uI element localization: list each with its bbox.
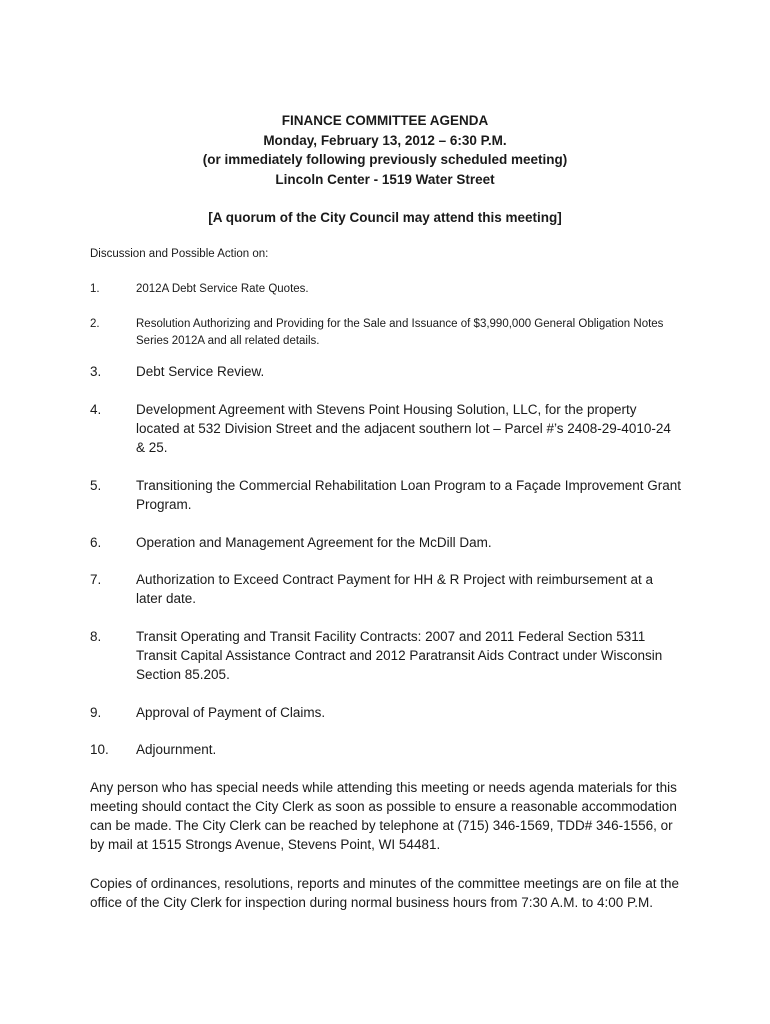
agenda-header	[0, 111, 770, 189]
item-number: 6.	[90, 535, 102, 550]
item-number: 3.	[90, 364, 102, 379]
item-text: Transitioning the Commercial Rehabilitation Loan Program to a Façade Improvement Grant Program.	[136, 478, 682, 512]
item-text: Adjournment.	[136, 742, 217, 757]
item-text: Development Agreement with Stevens Point Housing Solution, LLC, for the property located at 532 Division Street and the adjacent southern lot – Parcel #’s 2408-29-4010-24 & 25.	[136, 402, 671, 455]
item-text: Approval of Payment of Claims.	[136, 705, 326, 720]
item-number: 7.	[90, 572, 102, 587]
copies-notice-paragraph: Copies of ordinances, resolutions, reports and minutes of the committee meetings are on file at the office of the City Clerk for inspection during normal business hours from 7:30 A.M. to 4:00 P.M.	[90, 876, 680, 910]
item-number: 9.	[90, 705, 102, 720]
meeting-note: (or immediately following previously scheduled meeting)	[202, 152, 568, 167]
item-text: Transit Operating and Transit Facility Contracts: 2007 and 2011 Federal Section 5311 Transit Capital Assistance Contract and 2012 Paratransit Aids Contract under Wisconsin Section 85.205.	[136, 629, 663, 682]
special-needs-paragraph: Any person who has special needs while attending this meeting or needs agenda materials for this meeting should contact the City Clerk as soon as possible to ensure a reasonable accommodation can be made. The City Clerk can be reached by telephone at (715) 346-1569, TDD# 346-1556, or by mail at 1515 Strongs Avenue, Stevens Point, WI 54481.	[90, 780, 677, 852]
meeting-location: Lincoln Center - 1519 Water Street	[275, 171, 495, 187]
item-number: 8.	[90, 629, 102, 644]
item-text: Authorization to Exceed Contract Payment for HH & R Project with reimbursement at a later date.	[136, 572, 653, 606]
item-text: Operation and Management Agreement for the McDill Dam.	[136, 535, 492, 550]
item-text: Resolution Authorizing and Providing for the Sale and Issuance of $3,990,000 General Obligation Notes Series 2012A and all related details.	[136, 318, 664, 347]
item-text: Debt Service Review.	[136, 364, 265, 379]
item-number: 1.	[90, 283, 100, 295]
agenda-title: FINANCE COMMITTEE AGENDA	[281, 113, 489, 128]
item-text: 2012A Debt Service Rate Quotes.	[136, 283, 309, 295]
item-number: 10.	[90, 742, 109, 757]
intro-text: Discussion and Possible Action on:	[90, 248, 269, 260]
item-number: 4.	[90, 402, 102, 417]
item-number: 2.	[90, 318, 100, 330]
quorum-notice: [A quorum of the City Council may attend this meeting]	[208, 210, 562, 225]
meeting-date: Monday, February 13, 2012 – 6:30 P.M.	[263, 132, 507, 148]
item-number: 5.	[90, 478, 102, 493]
